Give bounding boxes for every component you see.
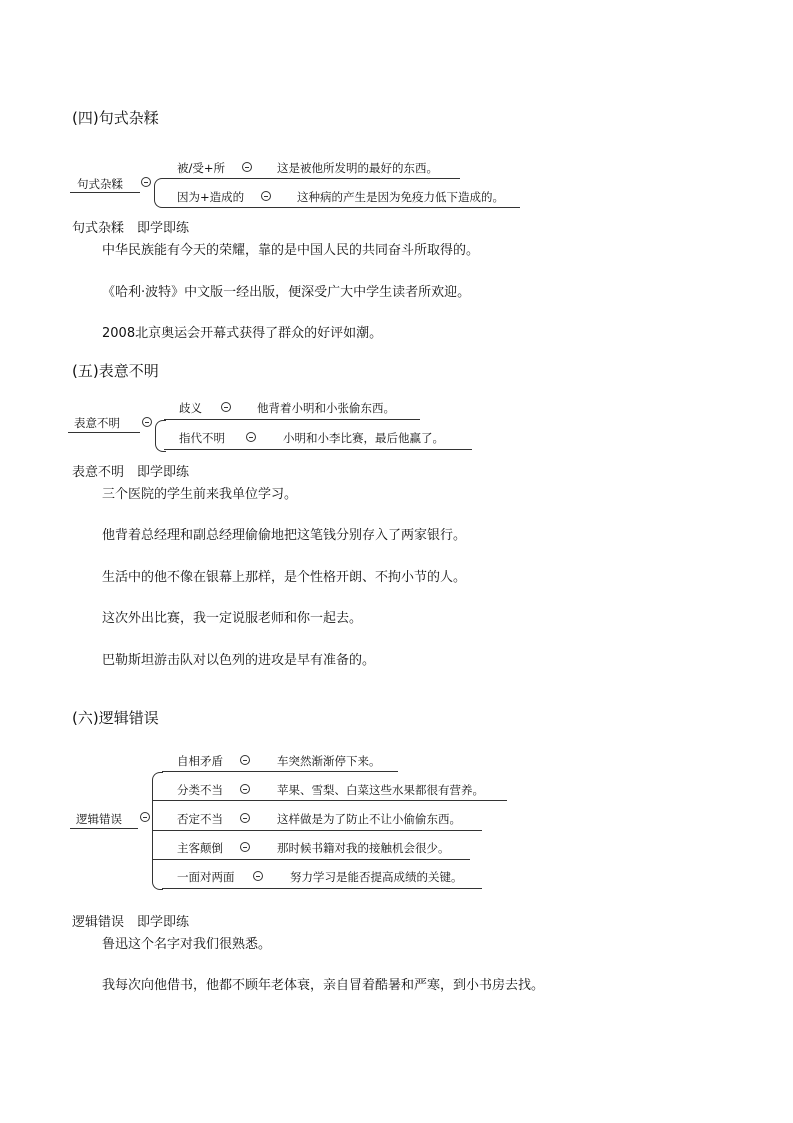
practice-item: 鲁迅这个名字对我们很熟悉。 (102, 937, 272, 952)
root-underline (70, 828, 138, 829)
branch-example: 那时候书籍对我的接触机会很少。 (277, 841, 450, 855)
collapse-icon[interactable] (240, 755, 250, 765)
practice-item: 三个医院的学生前来我单位学习。 (102, 487, 298, 502)
collapse-icon[interactable] (242, 162, 252, 172)
collapse-icon[interactable] (240, 813, 250, 823)
branch-label: 歧义 (179, 401, 202, 415)
branch-label: 因为+造成的 (177, 190, 245, 204)
branch-underline (164, 449, 472, 450)
branch-label: 一面对两面 (177, 870, 235, 884)
branch-underline (162, 771, 398, 772)
collapse-icon[interactable] (141, 177, 151, 187)
mindmap-root: 句式杂糅 (77, 177, 123, 191)
branch-label: 指代不明 (179, 431, 225, 445)
practice-title: 句式杂糅 即学即练 (72, 221, 190, 236)
collapse-icon[interactable] (261, 191, 271, 201)
branch-example: 苹果、雪梨、白菜这些水果都很有营养。 (277, 783, 484, 797)
practice-item: 这次外出比赛，我一定说服老师和你一起去。 (102, 611, 363, 626)
section-title-unclear-meaning: (五)表意不明 (72, 362, 159, 380)
branch-bracket (155, 420, 166, 452)
practice-title: 逻辑错误 即学即练 (72, 915, 190, 930)
branch-label: 自相矛盾 (177, 754, 223, 768)
collapse-icon[interactable] (140, 812, 150, 822)
collapse-icon[interactable] (246, 432, 256, 442)
practice-item: 他背着总经理和副总经理偷偷地把这笔钱分别存入了两家银行。 (102, 528, 467, 543)
mindmap-root: 逻辑错误 (76, 812, 122, 826)
branch-label: 分类不当 (177, 783, 223, 797)
bracket-tick (152, 800, 162, 801)
collapse-icon[interactable] (221, 402, 231, 412)
root-underline (68, 432, 140, 433)
practice-title: 表意不明 即学即练 (72, 465, 190, 480)
bracket-tick (152, 859, 162, 860)
branch-underline (163, 207, 520, 208)
branch-example: 他背着小明和小张偷东西。 (257, 401, 395, 415)
branch-label: 否定不当 (177, 812, 223, 826)
practice-item: 巴勒斯坦游击队对以色列的进攻是早有准备的。 (102, 653, 376, 668)
collapse-icon[interactable] (142, 417, 152, 427)
practice-item: 《哈利·波特》中文版一经出版，便深受广大中学生读者所欢迎。 (102, 285, 471, 300)
branch-underline (164, 419, 420, 420)
practice-item: 我每次向他借书，他都不顾年老体衰，亲自冒着酷暑和严寒，到小书房去找。 (102, 978, 545, 993)
branch-label: 主客颠倒 (177, 841, 223, 855)
branch-example: 车突然渐渐停下来。 (277, 754, 381, 768)
root-underline (70, 192, 140, 193)
branch-bracket (152, 772, 163, 890)
bracket-tick (152, 830, 162, 831)
branch-underline (162, 800, 507, 801)
practice-item: 中华民族能有今天的荣耀，靠的是中国人民的共同奋斗所取得的。 (102, 243, 480, 258)
branch-example: 努力学习是能否提高成绩的关键。 (290, 870, 463, 884)
branch-underline (162, 888, 482, 889)
branch-underline (163, 178, 460, 179)
branch-underline (162, 830, 482, 831)
branch-example: 小明和小李比赛，最后他赢了。 (283, 431, 444, 445)
mindmap-root: 表意不明 (74, 416, 120, 430)
branch-underline (162, 859, 470, 860)
section-title-sentence-mixing: (四)句式杂糅 (72, 109, 159, 127)
section-title-logic-errors: (六)逻辑错误 (72, 709, 159, 727)
collapse-icon[interactable] (240, 842, 250, 852)
branch-example: 这样做是为了防止不让小偷偷东西。 (277, 812, 461, 826)
branch-bracket (154, 178, 165, 208)
branch-label: 被/受+所 (177, 161, 226, 175)
practice-item: 2008北京奥运会开幕式获得了群众的好评如潮。 (102, 326, 383, 341)
collapse-icon[interactable] (253, 871, 263, 881)
practice-item: 生活中的他不像在银幕上那样，是个性格开朗、不拘小节的人。 (102, 570, 467, 585)
branch-example: 这种病的产生是因为免疫力低下造成的。 (297, 190, 504, 204)
branch-example: 这是被他所发明的最好的东西。 (277, 161, 438, 175)
collapse-icon[interactable] (240, 784, 250, 794)
